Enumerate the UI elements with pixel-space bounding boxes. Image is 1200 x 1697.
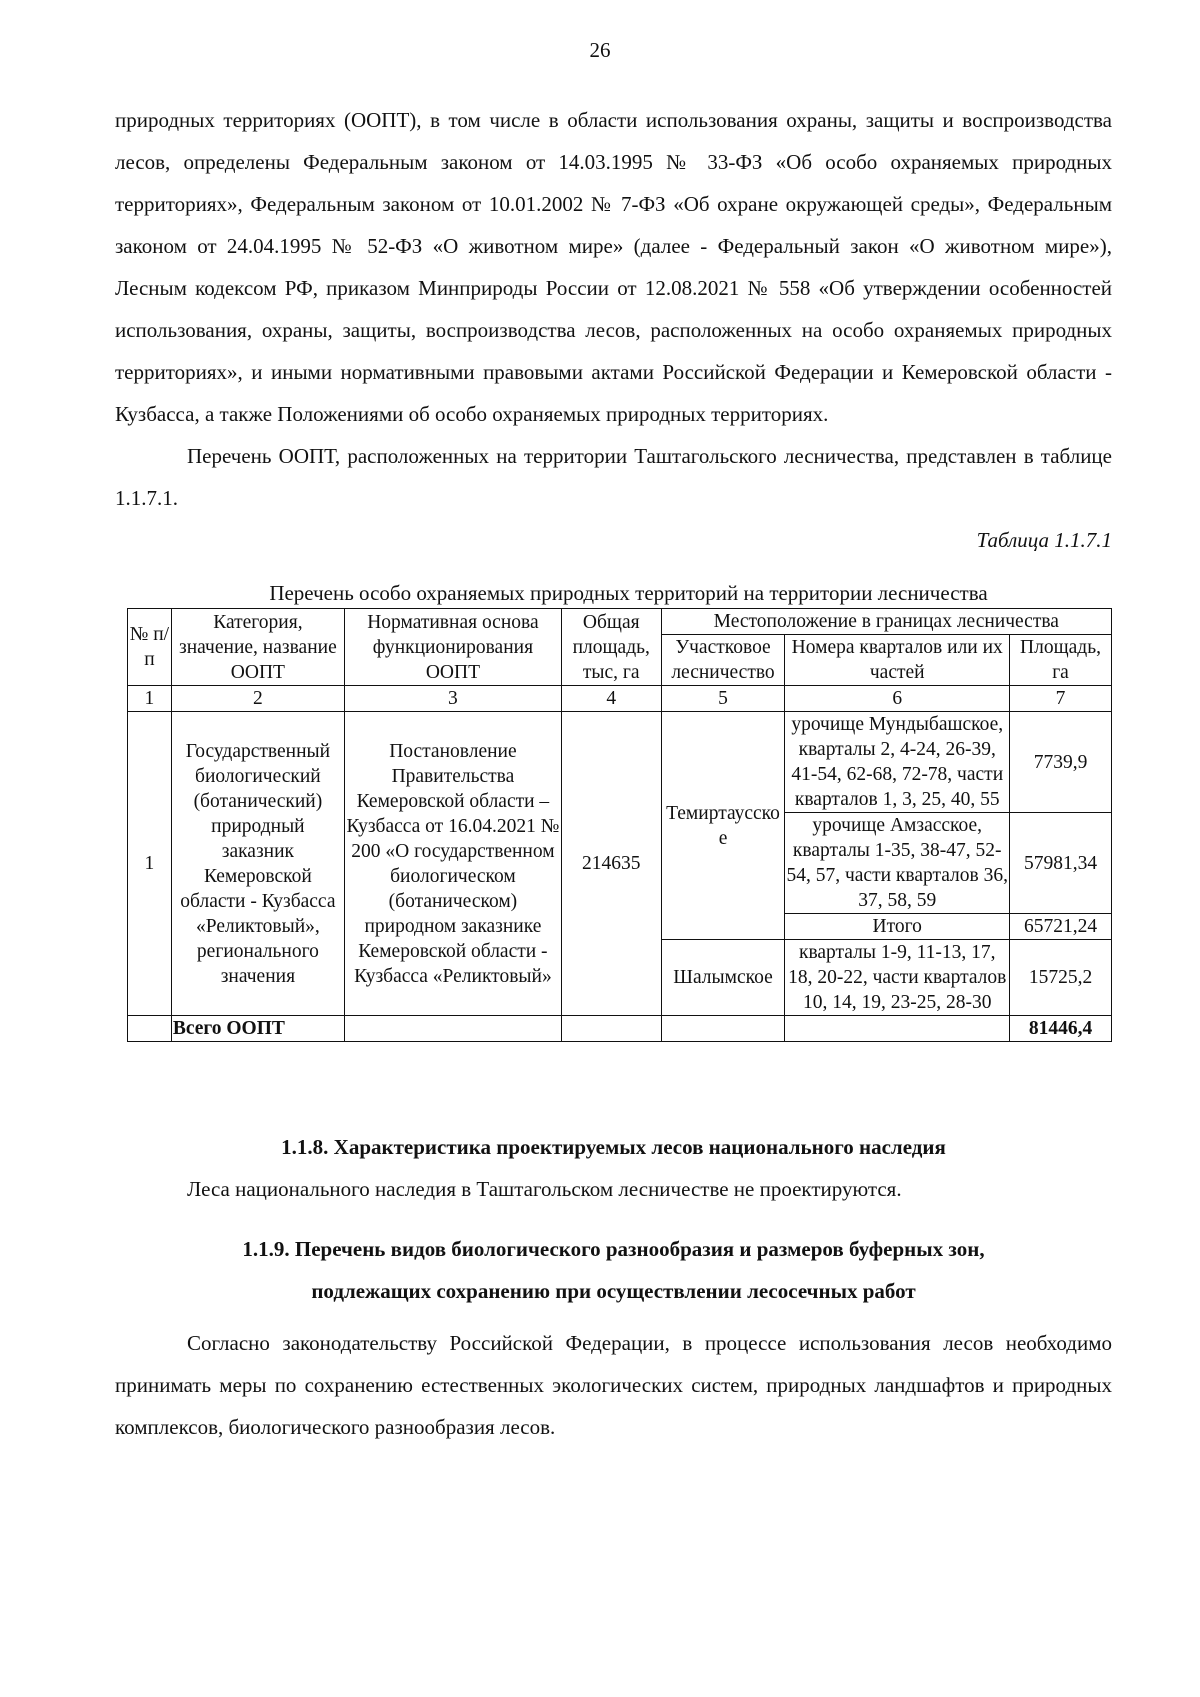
- section-118: [115, 1126, 1112, 1210]
- column-number-row: [128, 686, 1112, 712]
- paragraph-1-1-8: Леса национального наследия в Таштагольском лесничестве не проектируются.: [187, 1177, 902, 1201]
- header-quarters: Номера кварталов или их частей: [785, 635, 1010, 686]
- column-number: 4: [561, 686, 661, 712]
- oopt-table: [127, 608, 1112, 1042]
- row-category: Государственный биологический (ботанический) природный заказник Кемеровской области - Кузбасса «Реликтовый», регионального значения: [171, 712, 344, 1016]
- row-district-shalym: Шалымское: [661, 940, 785, 1016]
- column-number: 7: [1010, 686, 1112, 712]
- column-number: 6: [785, 686, 1010, 712]
- page-number: 26: [589, 38, 611, 62]
- table-section: [115, 578, 1112, 1042]
- header-area: Площадь, га: [1010, 635, 1112, 686]
- row-quarters-mundybash: урочище Мундыбашское, кварталы 2, 4-24, 26-39, 41-54, 62-68, 72-78, части кварталов 1, 3, 25, 40, 55: [785, 712, 1010, 813]
- row-itogo-area: 65721,24: [1010, 914, 1112, 940]
- heading-1-1-8: 1.1.8. Характеристика проектируемых лесов национального наследия: [281, 1135, 946, 1159]
- header-num: № п/п: [128, 609, 172, 686]
- row-quarters-shalym: кварталы 1-9, 11-13, 17, 18, 20-22, части кварталов 10, 14, 19, 23-25, 28-30: [785, 940, 1010, 1016]
- column-number: 3: [344, 686, 561, 712]
- header-basis: Нормативная основа функционирования ООПТ: [344, 609, 561, 686]
- total-area: 81446,4: [1010, 1016, 1112, 1042]
- header-district: Участковое лесничество: [661, 635, 785, 686]
- heading-1-1-9-line1: 1.1.9. Перечень видов биологического разнообразия и размеров буферных зон,: [242, 1237, 985, 1261]
- column-number: 1: [128, 686, 172, 712]
- row-area-shalym: 15725,2: [1010, 940, 1112, 1016]
- list-paragraph: Перечень ООПТ, расположенных на территории Таштагольского лесничества, представлен в таблице 1.1.7.1.: [115, 444, 1112, 510]
- table-total-row: [128, 1016, 1112, 1042]
- row-area-amzas: 57981,34: [1010, 813, 1112, 914]
- row-itogo-label: Итого: [785, 914, 1010, 940]
- intro-section: [115, 99, 1112, 561]
- header-location: Местоположение в границах лесничества: [661, 609, 1111, 635]
- row-num: 1: [128, 712, 172, 1016]
- row-total-area: 214635: [561, 712, 661, 1016]
- header-category: Категория, значение, название ООПТ: [171, 609, 344, 686]
- intro-paragraph: природных территориях (ООПТ), в том числе в области использования охраны, защиты и воспроизводства лесов, определены Федеральным законом от 14.03.1995 № 33-ФЗ «Об особо охраняемых природных территориях», Федеральным законом от 10.01.2002 № 7-ФЗ «Об охране окружающей среды», Федеральным законом от 24.04.1995 № 52-ФЗ «О животном мире» (далее - Федеральный закон «О животном мире»), Лесным кодексом РФ, приказом Минприроды России от 12.08.2021 № 558 «Об утверждении особенностей использования, охраны, защиты, воспроизводства лесов, расположенных на особо охраняемых природных территориях», и иными нормативными правовыми актами Российской Федерации и Кемеровской области - Кузбасса, а также Положениями об особо охраняемых природных территориях.: [115, 108, 1112, 426]
- heading-1-1-9-line2: подлежащих сохранению при осуществлении лесосечных работ: [311, 1279, 916, 1303]
- row-district-temirtau: Темиртаусское: [661, 712, 785, 940]
- column-number: 2: [171, 686, 344, 712]
- total-label: Всего ООПТ: [171, 1016, 344, 1042]
- header-total-area: Общая площадь, тыс, га: [561, 609, 661, 686]
- section-119: [115, 1228, 1112, 1448]
- column-number: 5: [661, 686, 785, 712]
- row-quarters-amzas: урочище Амзасское, кварталы 1-35, 38-47, 52-54, 57, части кварталов 36, 37, 58, 59: [785, 813, 1010, 914]
- paragraph-1-1-9: Согласно законодательству Российской Федерации, в процессе использования лесов необходимо принимать меры по сохранению естественных экологических систем, природных ландшафтов и природных комплексов, биологического разнообразия лесов.: [115, 1331, 1112, 1439]
- table-caption: Перечень особо охраняемых природных территорий на территории лесничества: [269, 581, 988, 605]
- table-label: Таблица 1.1.7.1: [976, 528, 1112, 552]
- table-header-row: [128, 609, 1112, 635]
- row-basis: Постановление Правительства Кемеровской области – Кузбасса от 16.04.2021 № 200 «О государственном биологическом (ботаническом) природном заказнике Кемеровской области - Кузбасса «Реликтовый»: [344, 712, 561, 1016]
- table-row: [128, 712, 1112, 813]
- row-area-mundybash: 7739,9: [1010, 712, 1112, 813]
